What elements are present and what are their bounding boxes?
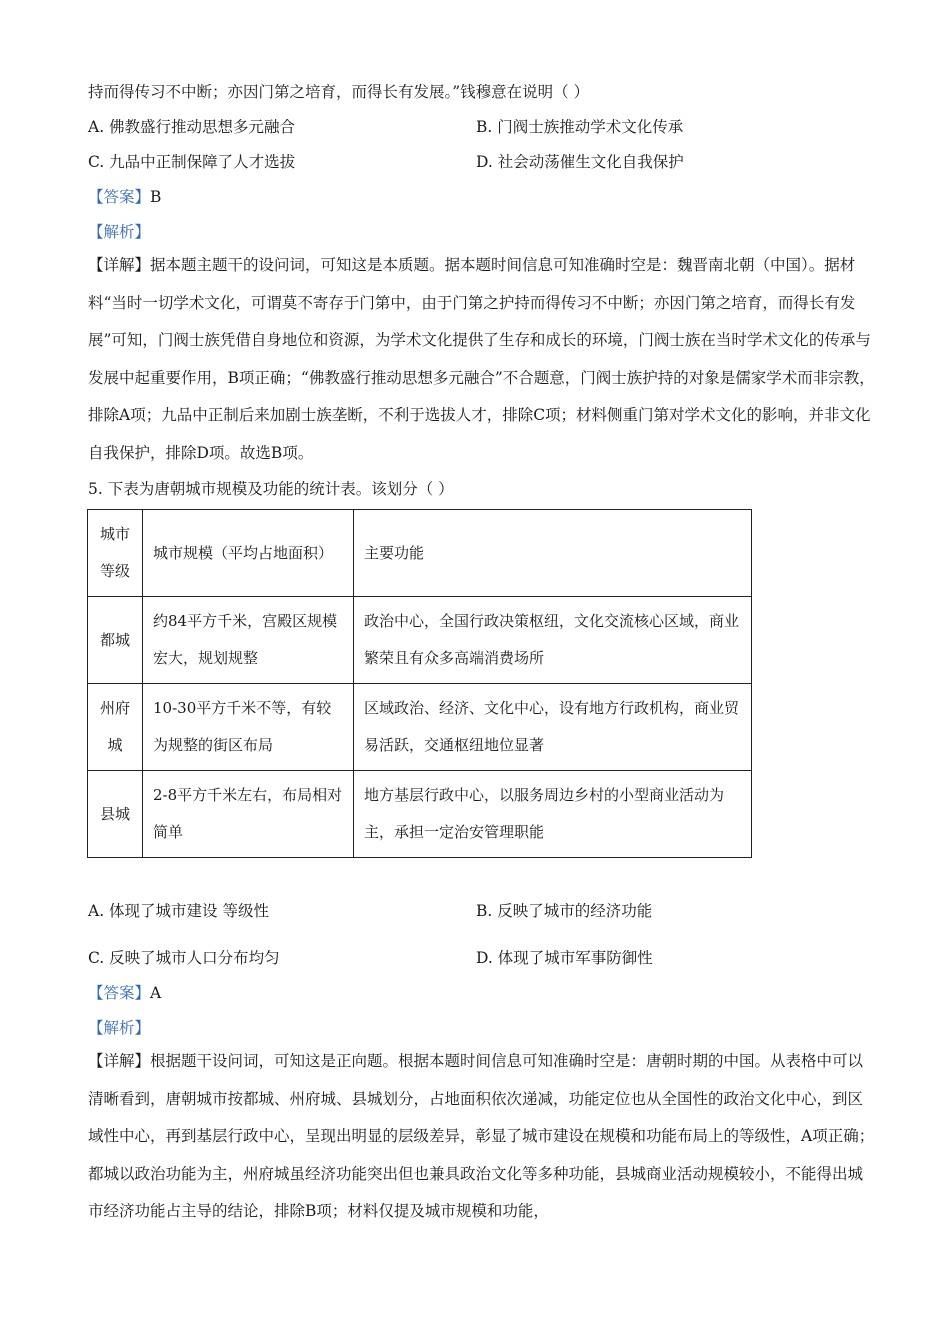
answer-value: B	[150, 188, 162, 206]
table-row	[88, 597, 752, 684]
q5-option-c: C. 反映了城市人口分布均匀	[88, 949, 280, 967]
table-cell: 县城	[88, 771, 143, 858]
q4-option-a: A. 佛教盛行推动思想多元融合	[88, 118, 296, 136]
header-cell: 城市等级	[88, 510, 143, 597]
header-cell: 主要功能	[354, 510, 752, 597]
city-table	[87, 509, 752, 858]
answer-label: 【答案】	[88, 984, 151, 1002]
q4-answer	[88, 187, 161, 207]
table-cell: 区域政治、经济、文化中心，设有地方行政机构，商业贸易活跃，交通枢纽地位显著	[354, 684, 752, 771]
answer-value: A	[150, 984, 162, 1002]
answer-label: 【答案】	[88, 188, 151, 206]
table-cell: 2-8平方千米左右，布局相对简单	[143, 771, 354, 858]
table-cell: 地方基层行政中心，以服务周边乡村的小型商业活动为主，承担一定治安管理职能	[354, 771, 752, 858]
q4-option-d: D. 社会动荡催生文化自我保护	[476, 153, 684, 171]
detail-text: 根据题干设问词，可知这是正向题。根据本题时间信息可知准确时空是：唐朝时期的中国。从表格中可以清晰看到，唐朝城市按都城、州府城、县城划分，占地面积依次递减，功能定位也从全国性的政治文化中心，到区域性中心，再到基层行政中心，呈现出明显的层级差异，彰显了城市建设在规模和功能布局上的等级性，A项正确；都城以政治功能为主，州府城虽经济功能突出但也兼具政治文化等多种功能，县城商业活动规模较小，不能得出城市经济功能占主导的结论，排除B项；材料仅提及城市规模和功能，	[88, 1052, 875, 1220]
q5-answer	[88, 983, 161, 1003]
table-cell: 政治中心，全国行政决策枢纽，文化交流核心区域，商业繁荣且有众多高端消费场所	[354, 597, 752, 684]
q5-option-d: D. 体现了城市军事防御性	[476, 949, 653, 967]
table-cell: 都城	[88, 597, 143, 684]
detail-label: 【详解】	[88, 1052, 151, 1070]
q4-analysis-label: 【解析】	[88, 223, 151, 241]
q5-detail	[88, 1043, 878, 1231]
table-cell: 10-30平方千米不等，有较为规整的街区布局	[143, 684, 354, 771]
q5-option-b: B. 反映了城市的经济功能	[476, 902, 653, 920]
q4-option-c: C. 九品中正制保障了人才选拔	[88, 153, 296, 171]
detail-label: 【详解】	[88, 256, 151, 274]
table-header-row	[88, 510, 752, 597]
q4-option-b: B. 门阀士族推动学术文化传承	[476, 118, 684, 136]
table-row	[88, 684, 752, 771]
header-cell: 城市规模（平均占地面积）	[143, 510, 354, 597]
detail-text: 据本题主题干的设问词，可知这是本质题。据本题时间信息可知准确时空是：魏晋南北朝（中国）。据材料“当时一切学术文化，可谓莫不寄存于门第中，由于门第之护持而得传习不中断；亦因门第之培育，而得长有发展”可知，门阀士族凭借自身地位和资源，为学术文化提供了生存和成长的环境，门阀士族在当时学术文化的传承与发展中起重要作用，B项正确；“佛教盛行推动思想多元融合”不合题意，门阀士族护持的对象是儒家学术而非宗教，排除A项；九品中正制后来加剧士族垄断，不利于选拔人才，排除C项；材料侧重门第对学术文化的影响，并非文化自我保护，排除D项。故选B项。	[88, 256, 875, 462]
q4-detail	[88, 247, 878, 472]
q5-stem: 5. 下表为唐朝城市规模及功能的统计表。该划分（ ）	[88, 480, 454, 498]
q5-option-a: A. 体现了城市建设 等级性	[88, 902, 269, 920]
table-row	[88, 771, 752, 858]
table-cell: 州府城	[88, 684, 143, 771]
table-cell: 约84平方千米，宫殿区规模宏大，规划规整	[143, 597, 354, 684]
q5-analysis-label: 【解析】	[88, 1019, 151, 1037]
q4-stem-tail: 持而得传习不中断；亦因门第之培育，而得长有发展。”钱穆意在说明（ ）	[88, 83, 590, 101]
